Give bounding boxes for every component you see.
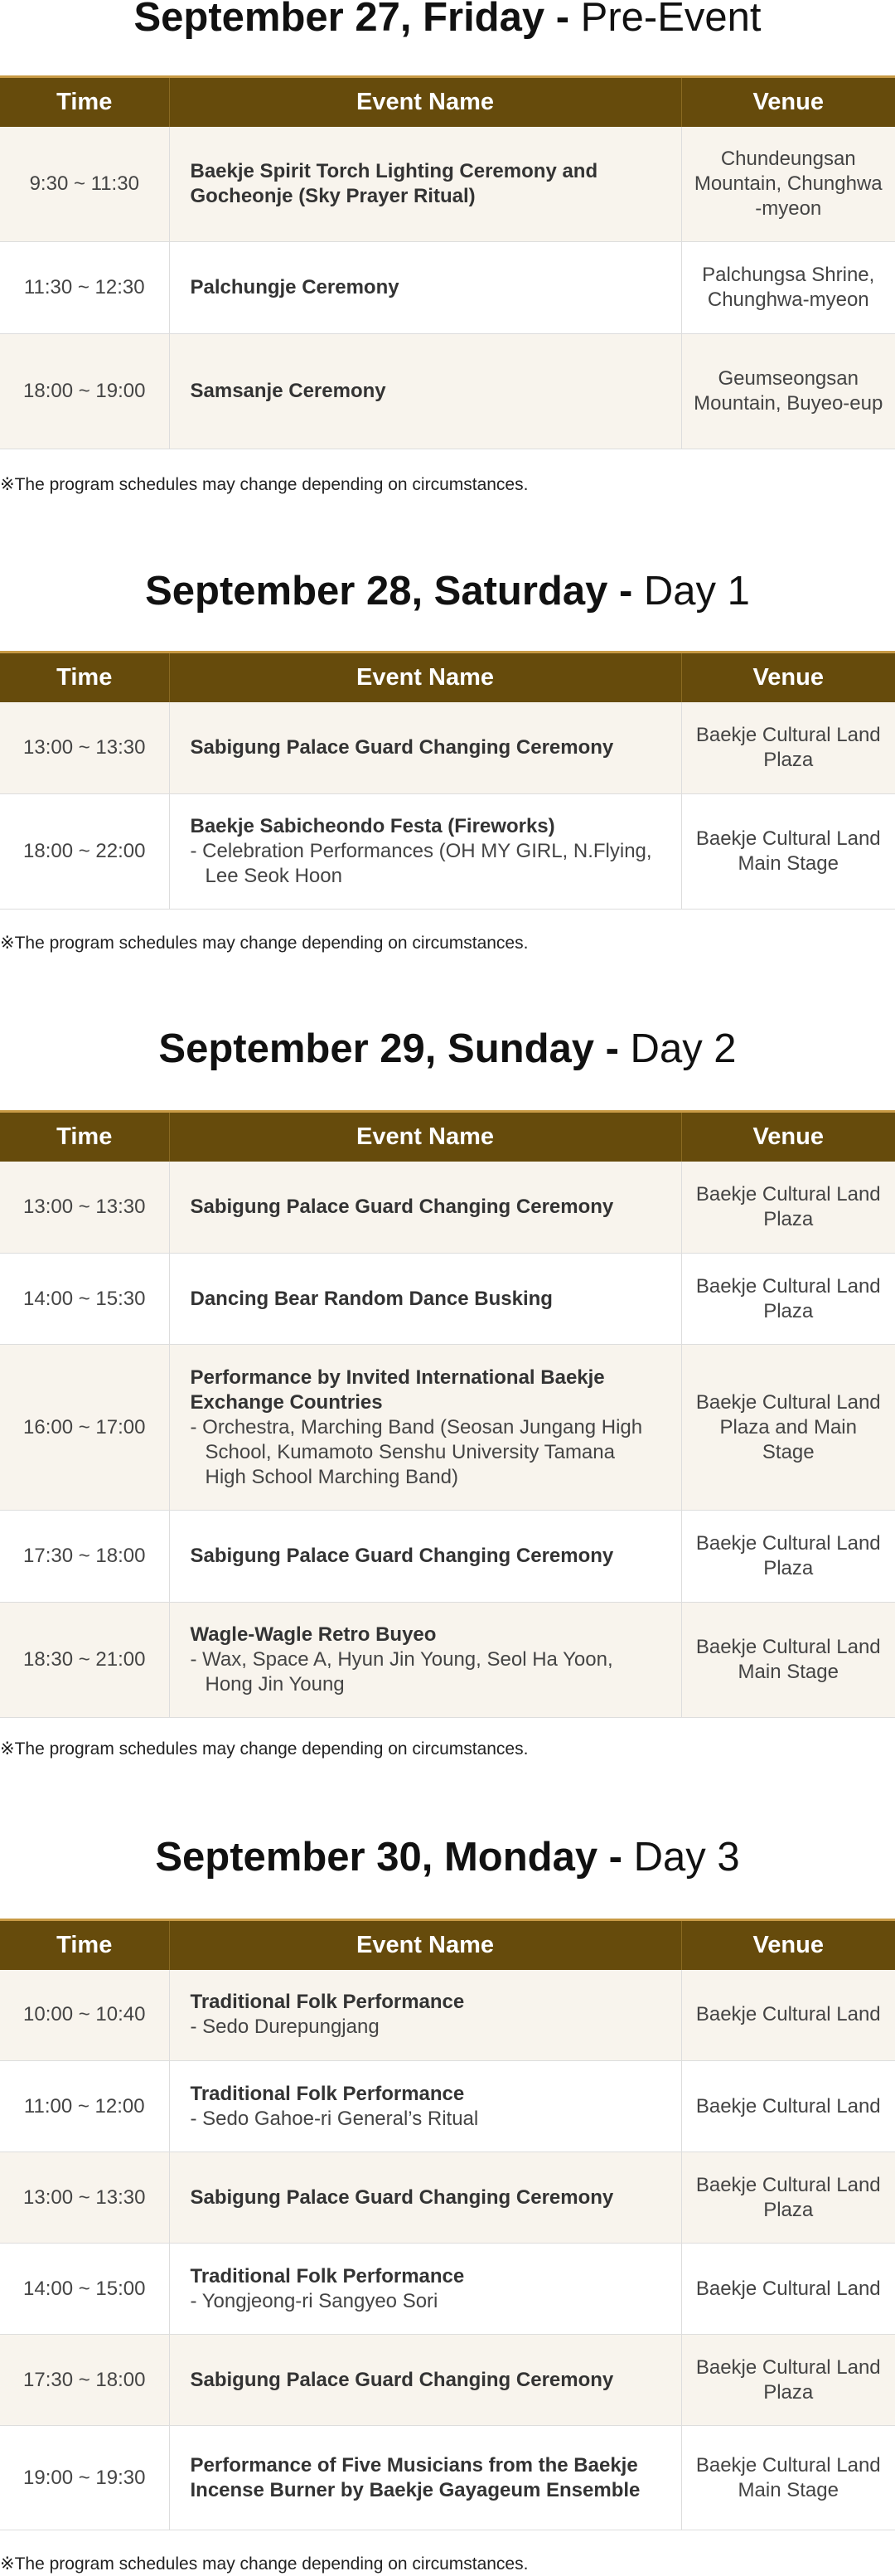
row-venue: Baekje Cultural Land Plaza	[681, 2335, 895, 2426]
table-header-row	[0, 1112, 895, 1162]
event-detail: - Yongjeong-ri Sangyeo Sori	[190, 2289, 438, 2312]
event-title: Samsanje Ceremony	[190, 380, 386, 402]
event-title: Baekje Spirit Torch Lighting Ceremony and Gocheonje (Sky Prayer Ritual)	[190, 159, 598, 207]
header-venue: Venue	[681, 77, 895, 127]
row-event	[169, 1254, 681, 1345]
table-row	[0, 2152, 895, 2244]
row-venue: Baekje Cultural Land Plaza	[681, 1162, 895, 1254]
row-time: 11:00 ~ 12:00	[0, 2061, 169, 2152]
day-heading-date: September 30, Monday -	[155, 1835, 623, 1880]
day-heading	[0, 1026, 895, 1071]
day-heading	[0, 0, 895, 38]
day-heading-label: Day 2	[618, 1026, 737, 1071]
schedule-table	[0, 75, 895, 449]
row-time: 10:00 ~ 10:40	[0, 1970, 169, 2061]
row-time: 17:30 ~ 18:00	[0, 2335, 169, 2426]
day-heading-label: Day 3	[622, 1835, 740, 1880]
table-header-row	[0, 652, 895, 702]
row-event	[169, 2152, 681, 2244]
day-heading-date: September 27, Friday -	[133, 0, 570, 40]
day-heading-label: Pre-Event	[569, 0, 762, 40]
table-row	[0, 2061, 895, 2152]
row-event	[169, 1970, 681, 2061]
table-row	[0, 334, 895, 449]
header-time: Time	[0, 77, 169, 127]
event-title: Traditional Folk Performance	[190, 1991, 465, 2014]
row-event	[169, 1603, 681, 1718]
event-title: Baekje Sabicheondo Festa (Fireworks)	[190, 815, 555, 837]
table-header-row	[0, 77, 895, 127]
table-header-row	[0, 1920, 895, 1970]
day-heading	[0, 571, 895, 612]
header-time: Time	[0, 1112, 169, 1162]
schedule-note: ※The program schedules may change depending on circumstances.	[0, 2554, 529, 2574]
row-venue: Baekje Cultural Land	[681, 2061, 895, 2152]
row-time: 13:00 ~ 13:30	[0, 702, 169, 794]
row-event	[169, 2335, 681, 2426]
row-event	[169, 794, 681, 910]
row-event	[169, 1345, 681, 1511]
event-title: Traditional Folk Performance	[190, 2264, 465, 2287]
row-venue: Palchungsa Shrine, Chunghwa-myeon	[681, 242, 895, 334]
header-time: Time	[0, 652, 169, 702]
event-title: Sabigung Palace Guard Changing Ceremony	[190, 2185, 614, 2209]
row-event	[169, 242, 681, 334]
row-event	[169, 127, 681, 242]
table-row	[0, 1162, 895, 1254]
row-event	[169, 2244, 681, 2335]
event-detail: - Wax, Space A, Hyun Jin Young, Seol Ha Yoon, Hong Jin Young	[190, 1648, 613, 1696]
row-venue: Baekje Cultural Land Plaza and Main Stage	[681, 1345, 895, 1511]
table-row	[0, 1970, 895, 2061]
row-time: 18:00 ~ 22:00	[0, 794, 169, 910]
schedule-note: ※The program schedules may change depending on circumstances.	[0, 934, 529, 953]
schedule-note: ※The program schedules may change depending on circumstances.	[0, 1739, 529, 1759]
row-time: 9:30 ~ 11:30	[0, 127, 169, 242]
event-title: Performance of Five Musicians from the Baekje Incense Burner by Baekje Gayageum Ensemble	[190, 2453, 641, 2501]
row-venue: Baekje Cultural Land	[681, 2244, 895, 2335]
row-event	[169, 334, 681, 449]
table-row	[0, 1511, 895, 1603]
event-title: Dancing Bear Random Dance Busking	[190, 1287, 553, 1310]
day-heading-date: September 28, Saturday -	[145, 569, 633, 614]
row-event	[169, 2061, 681, 2152]
table-row	[0, 794, 895, 910]
row-venue: Chundeungsan Mountain, Chunghwa -myeon	[681, 127, 895, 242]
schedule-table	[0, 651, 895, 910]
row-event	[169, 2426, 681, 2530]
header-event-name: Event Name	[169, 1920, 681, 1970]
header-event-name: Event Name	[169, 1112, 681, 1162]
header-time: Time	[0, 1920, 169, 1970]
header-venue: Venue	[681, 1920, 895, 1970]
header-event-name: Event Name	[169, 652, 681, 702]
row-event	[169, 1511, 681, 1603]
row-event	[169, 702, 681, 794]
row-venue: Baekje Cultural Land Main Stage	[681, 1603, 895, 1718]
event-title: Traditional Folk Performance	[190, 2082, 465, 2105]
event-detail: - Celebration Performances (OH MY GIRL, N.Flying, Lee Seok Hoon	[190, 840, 652, 887]
row-time: 19:00 ~ 19:30	[0, 2426, 169, 2530]
event-detail: - Orchestra, Marching Band (Seosan Jungang High School, Kumamoto Senshu University Tamana High School Marching Band)	[190, 1415, 643, 1488]
table-row	[0, 1254, 895, 1345]
row-venue: Baekje Cultural Land Plaza	[681, 702, 895, 794]
row-time: 14:00 ~ 15:30	[0, 1254, 169, 1345]
event-title: Sabigung Palace Guard Changing Ceremony	[190, 1545, 614, 1567]
row-time: 17:30 ~ 18:00	[0, 1511, 169, 1603]
row-venue: Baekje Cultural Land Main Stage	[681, 794, 895, 910]
event-title: Sabigung Palace Guard Changing Ceremony	[190, 2368, 614, 2391]
row-time: 18:30 ~ 21:00	[0, 1603, 169, 1718]
day-heading-label: Day 1	[632, 569, 750, 614]
day-heading	[0, 1837, 895, 1878]
table-row	[0, 702, 895, 794]
row-venue: Baekje Cultural Land Main Stage	[681, 2426, 895, 2530]
table-row	[0, 1345, 895, 1511]
table-row	[0, 242, 895, 334]
row-time: 16:00 ~ 17:00	[0, 1345, 169, 1511]
event-title: Wagle-Wagle Retro Buyeo	[190, 1623, 437, 1646]
header-venue: Venue	[681, 652, 895, 702]
row-venue: Baekje Cultural Land	[681, 1970, 895, 2061]
row-venue: Baekje Cultural Land Plaza	[681, 1254, 895, 1345]
row-venue: Baekje Cultural Land Plaza	[681, 2152, 895, 2244]
row-venue: Baekje Cultural Land Plaza	[681, 1511, 895, 1603]
event-title: Performance by Invited International Baekje Exchange Countries	[190, 1366, 605, 1414]
event-title: Sabigung Palace Guard Changing Ceremony	[190, 735, 614, 759]
header-event-name: Event Name	[169, 77, 681, 127]
row-time: 13:00 ~ 13:30	[0, 2152, 169, 2244]
table-row	[0, 1603, 895, 1718]
event-title: Palchungje Ceremony	[190, 276, 399, 298]
row-venue: Geumseongsan Mountain, Buyeo-eup	[681, 334, 895, 449]
row-time: 13:00 ~ 13:30	[0, 1162, 169, 1254]
header-venue: Venue	[681, 1112, 895, 1162]
row-time: 11:30 ~ 12:30	[0, 242, 169, 334]
event-detail: - Sedo Gahoe-ri General’s Ritual	[190, 2107, 479, 2130]
event-detail: - Sedo Durepungjang	[190, 2016, 380, 2039]
event-title: Sabigung Palace Guard Changing Ceremony	[190, 1195, 614, 1218]
table-row	[0, 127, 895, 242]
table-row	[0, 2426, 895, 2530]
schedule-table	[0, 1110, 895, 1718]
table-row	[0, 2244, 895, 2335]
schedule-table	[0, 1919, 895, 2530]
row-time: 18:00 ~ 19:00	[0, 334, 169, 449]
day-heading-date: September 29, Sunday -	[158, 1026, 619, 1071]
row-event	[169, 1162, 681, 1254]
table-row	[0, 2335, 895, 2426]
schedule-note: ※The program schedules may change depending on circumstances.	[0, 475, 529, 494]
row-time: 14:00 ~ 15:00	[0, 2244, 169, 2335]
